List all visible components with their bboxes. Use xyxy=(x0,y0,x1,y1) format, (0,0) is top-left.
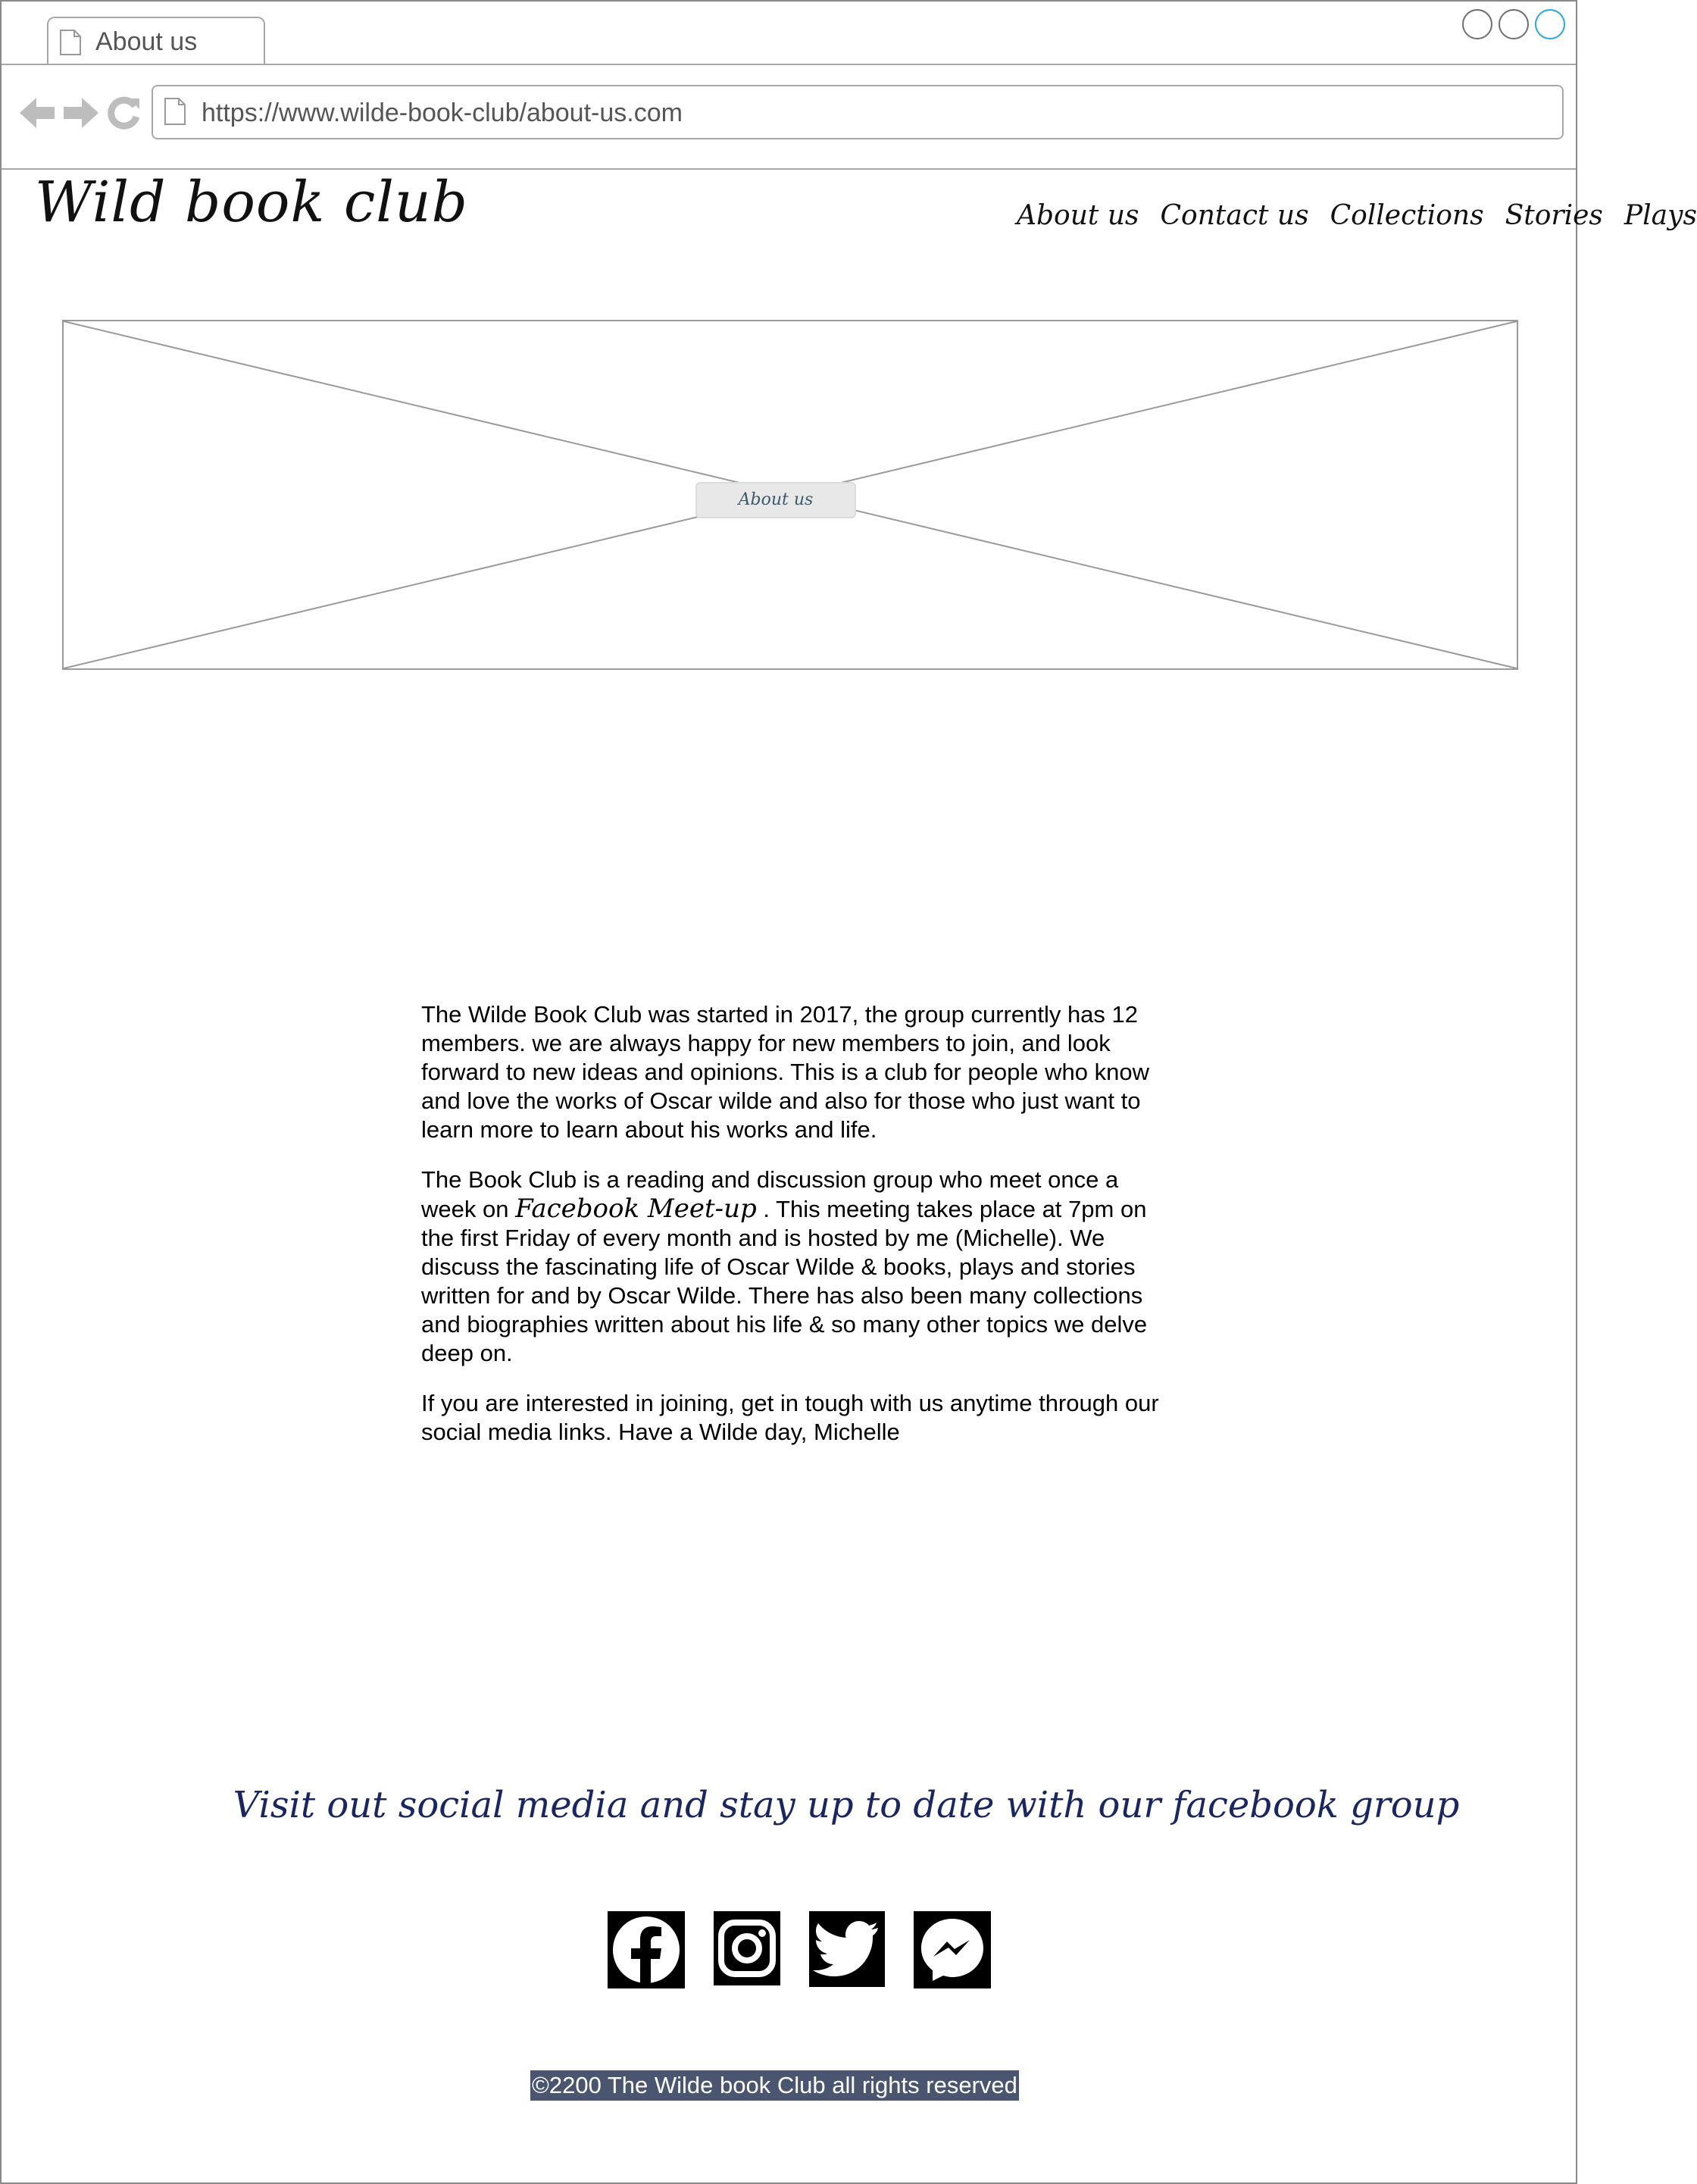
facebook-meetup-link[interactable]: Facebook Meet-up xyxy=(515,1194,757,1224)
nav-collections[interactable]: Collections xyxy=(1330,200,1484,231)
tab-title: About us xyxy=(95,27,198,56)
page-icon xyxy=(59,29,82,60)
reload-icon[interactable] xyxy=(106,95,141,134)
nav-about-us[interactable]: About us xyxy=(1017,200,1139,231)
messenger-icon[interactable] xyxy=(914,1911,991,1988)
about-paragraph-2 xyxy=(421,1166,1179,1368)
paragraph-2-rest: . This meeting takes place at 7pm on the first Friday of every month and is hosted by me (Michelle). We discuss the fascinating life of Oscar Wilde & books, plays and stories written for and by Oscar Wilde. There has also been many collections and biographies written about his life & so many other topics we delve deep on. xyxy=(421,1196,1148,1366)
window-controls xyxy=(1462,9,1565,39)
forward-arrow-icon[interactable] xyxy=(62,96,100,133)
about-content xyxy=(421,1000,1179,1468)
copyright-text: ©2200 The Wilde book Club all rights reserved xyxy=(530,2070,1019,2101)
site-logo[interactable]: Wild book club xyxy=(35,170,468,235)
hero-about-button[interactable]: About us xyxy=(695,482,856,518)
nav-contact-us[interactable]: Contact us xyxy=(1160,200,1309,231)
social-links xyxy=(608,1911,991,1988)
nav-stories[interactable]: Stories xyxy=(1505,200,1603,231)
close-icon[interactable] xyxy=(1535,9,1565,39)
page-icon xyxy=(164,97,186,130)
url-text: https://www.wilde-book-club/about-us.com xyxy=(202,99,683,127)
browser-tab[interactable] xyxy=(47,17,265,64)
address-bar-row xyxy=(2,65,1576,170)
twitter-icon[interactable] xyxy=(809,1911,885,1987)
tab-bar xyxy=(2,2,1576,65)
minimize-icon[interactable] xyxy=(1462,9,1492,39)
about-paragraph-1: The Wilde Book Club was started in 2017, the group currently has 12 members. we are always happy for new members to join, and look forward to new ideas and opinions. This is a club for people who know and love the works of Oscar wilde and also for those who just want to learn more to learn about his works and life. xyxy=(421,1001,1149,1143)
hero-image-placeholder xyxy=(62,320,1518,670)
social-heading: Visit out social media and stay up to date with our facebook group xyxy=(233,1784,1460,1826)
url-input[interactable] xyxy=(152,85,1564,139)
about-paragraph-3: If you are interested in joining, get in tough with us anytime through our social media links. Have a Wilde day, Michelle xyxy=(421,1390,1159,1445)
site-nav xyxy=(1017,200,1697,231)
back-arrow-icon[interactable] xyxy=(18,96,56,133)
nav-plays[interactable]: Plays xyxy=(1624,200,1697,231)
instagram-icon[interactable] xyxy=(714,1911,780,1985)
facebook-icon[interactable] xyxy=(608,1911,685,1988)
paragraph-2-intro: The Book Club is a reading and discussion group who meet once a week on xyxy=(421,1166,1119,1222)
maximize-icon[interactable] xyxy=(1499,9,1529,39)
navigation-buttons xyxy=(18,95,141,134)
